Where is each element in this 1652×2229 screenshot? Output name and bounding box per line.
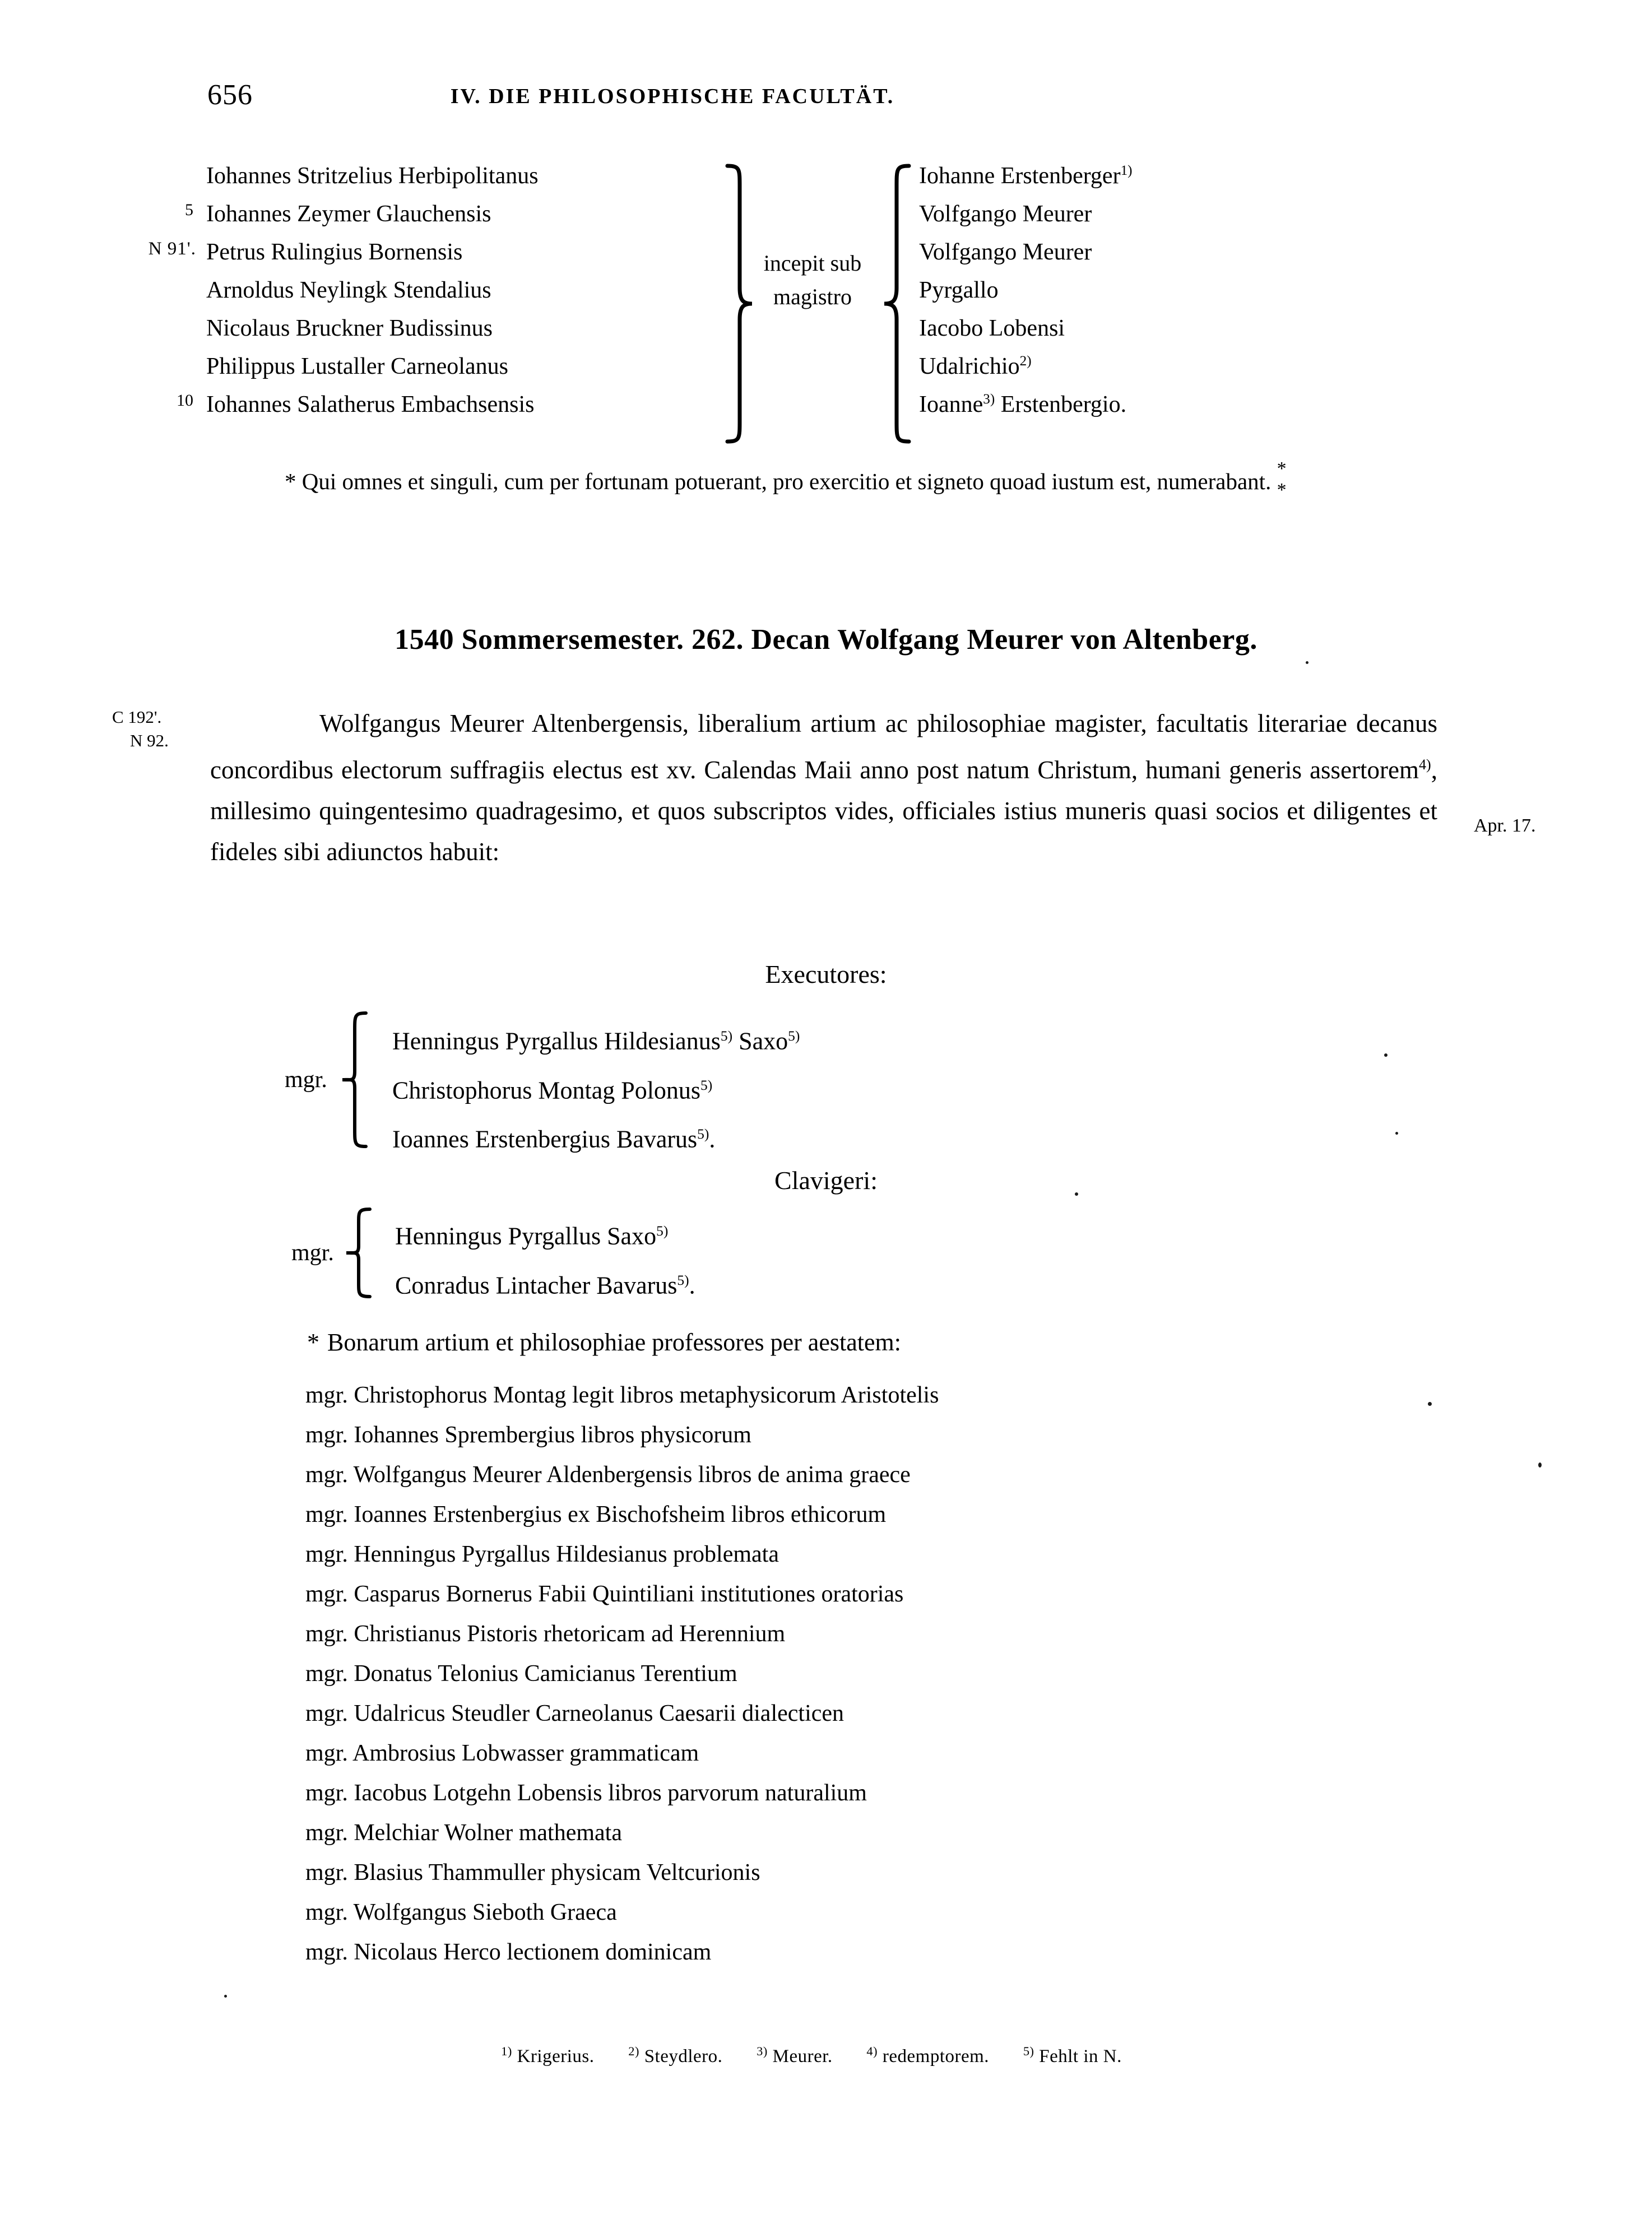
footnote-ref: 1) [1120, 163, 1133, 178]
clavigeri-items [395, 1209, 695, 1307]
executores-mgr-label: mgr. [285, 1067, 327, 1093]
footnote-ref: 4) [1419, 756, 1431, 773]
list-item: mgr. Iohannes Sprembergius libros physicorum [305, 1422, 751, 1448]
right-name-text: Iohanne Erstenberger [919, 163, 1121, 189]
section-heading: 1540 Sommersemester. 262. Decan Wolfgang Meurer von Altenberg. [395, 624, 1257, 656]
list-item: mgr. Udalricus Steudler Carneolanus Caesarii dialecticen [305, 1701, 844, 1726]
footnote-marker: 1) [501, 2044, 512, 2058]
professores-intro [307, 1328, 901, 1357]
clavigeri-name: Henningus Pyrgallus Saxo [395, 1222, 657, 1250]
manuscript-folio-mark: N 91'. [148, 239, 196, 259]
scan-speckle [224, 1995, 227, 1998]
page-title: IV. DIE PHILOSOPHISCHE FACULTÄT. [450, 85, 895, 108]
footnote-entry [628, 2046, 722, 2067]
clavigeri-item [395, 1259, 695, 1308]
roster-row [0, 201, 1652, 239]
executor-item [392, 1112, 800, 1162]
roster-left-name: Iohannes Stritzelius Herbipolitanus [206, 163, 539, 189]
right-name-text: Iacobo Lobensi [919, 315, 1065, 341]
footnote-marker: 2) [628, 2044, 639, 2058]
right-name-text: Volfgango Meurer [919, 239, 1092, 265]
footnote-entry [501, 2046, 594, 2067]
footnote-entry [1023, 2046, 1122, 2067]
line-number: 10 [177, 391, 193, 410]
decan-body-paragraph [210, 703, 1437, 872]
footnote-text: Steydlero. [644, 2046, 723, 2067]
footnote-text: Fehlt in N. [1039, 2046, 1122, 2067]
footnote-ref-2: 5) [788, 1028, 800, 1044]
roster-row [0, 353, 1652, 391]
executores-heading: Executores: [765, 960, 887, 988]
footnote-marker: 3) [757, 2044, 768, 2058]
scan-speckle [1306, 661, 1308, 664]
footnote-text: redemptorem. [882, 2046, 990, 2067]
list-item: mgr. Nicolaus Herco lectionem dominicam [305, 1939, 712, 1965]
star-note-text: Qui omnes et singuli, cum per fortunam potuerant, pro exercitio et signeto quoad iustum est, numerabant. [301, 468, 1272, 494]
body-text-part-2: , millesimo quingentesimo quadragesimo, et quos subscriptos vides, officiales istius muneris quasi socios et diligentes et fideles sibi adiunctos habuit: [210, 756, 1437, 866]
roster-right-name [919, 315, 1065, 342]
margin-ref-n: N 92. [130, 731, 169, 750]
brace-clavigeri-icon [343, 1207, 374, 1301]
body-text-part-1: Wolfgangus Meurer Altenbergensis, liberalium artium ac philosophiae magister, facultatis literariae decanus concordibus electorum suffragiis electus est xv. Calendas Maii anno post natum Christum, humani generis assertorem [210, 709, 1437, 784]
executor-tail: . [709, 1125, 716, 1153]
brace-executores-icon [339, 1011, 370, 1149]
list-item: mgr. Iacobus Lotgehn Lobensis libros parvorum naturalium [305, 1780, 867, 1806]
list-item: mgr. Donatus Telonius Camicianus Terentium [305, 1661, 737, 1687]
footnote-text: Meurer. [772, 2046, 833, 2067]
footnote-ref: 3) [983, 392, 995, 407]
line-number: 5 [185, 201, 193, 219]
roster-row [0, 391, 1652, 429]
professores-intro-text: Bonarum artium et philosophiae professores per aestatem: [327, 1329, 901, 1356]
executor-name: Christophorus Montag Polonus [392, 1076, 701, 1104]
right-name-suffix: Erstenbergio. [995, 392, 1127, 417]
executor-tail: Saxo [732, 1027, 788, 1055]
footnote-text: Krigerius. [517, 2046, 595, 2067]
incepit-line-1: incepit sub [763, 250, 862, 276]
roster-left-name: Petrus Rulingius Bornensis [206, 239, 463, 265]
roster-row [0, 315, 1652, 353]
footnote-entry [757, 2046, 833, 2067]
roster-right-name [919, 201, 1092, 227]
margin-ref-date: Apr. 17. [1474, 815, 1536, 836]
page-number: 656 [207, 79, 253, 111]
roster-right-name [919, 391, 1126, 418]
roster-row [0, 162, 1652, 201]
asterisk-icon: * [285, 468, 296, 494]
footnote-ref: 5) [720, 1028, 733, 1044]
list-item: mgr. Henningus Pyrgallus Hildesianus problemata [305, 1541, 779, 1567]
clavigeri-item [395, 1209, 695, 1259]
list-item: mgr. Christophorus Montag legit libros metaphysicorum Aristotelis [305, 1382, 939, 1408]
incepit-sub-magistro-label [743, 247, 883, 314]
roster-right-name [919, 353, 1032, 380]
clavigeri-mgr-label: mgr. [291, 1240, 334, 1266]
footnote-ref: 5) [656, 1223, 669, 1239]
roster-left-name: Iohannes Salatherus Embachsensis [206, 392, 535, 417]
star-note-paragraph [219, 458, 1440, 500]
footnote-ref: 5) [700, 1076, 713, 1093]
running-head [0, 78, 1652, 118]
right-name-text: Pyrgallo [919, 277, 999, 303]
scan-speckle [1395, 1132, 1398, 1135]
executor-name: Ioannes Erstenbergius Bavarus [392, 1125, 698, 1153]
professores-list [305, 1376, 939, 1972]
list-item: mgr. Wolfgangus Meurer Aldenbergensis libros de anima graece [305, 1462, 911, 1488]
right-name-text: Udalrichio [919, 354, 1020, 379]
scan-speckle [1075, 1192, 1078, 1196]
roster-right-name [919, 162, 1133, 189]
executor-item [392, 1014, 800, 1064]
list-item: mgr. Wolfgangus Sieboth Graeca [305, 1900, 617, 1925]
roster-left-name: Iohannes Zeymer Glauchensis [206, 201, 491, 227]
list-item: mgr. Melchiar Wolner mathemata [305, 1820, 622, 1846]
list-item: mgr. Christianus Pistoris rhetoricam ad Herennium [305, 1621, 786, 1647]
scan-speckle [1428, 1402, 1432, 1406]
footnote-ref: 2) [1019, 354, 1032, 369]
incepit-line-2: magistro [773, 284, 852, 309]
scan-speckle [1538, 1462, 1542, 1468]
roster-left-name: Nicolaus Bruckner Budissinus [206, 315, 493, 341]
list-item: mgr. Ambrosius Lobwasser grammaticam [305, 1740, 699, 1766]
footnotes-row [0, 2044, 1652, 2067]
executor-item [392, 1064, 800, 1113]
margin-ref-codex: C 192'. [112, 707, 162, 727]
asterisk-icon: * [307, 1329, 319, 1356]
list-item: mgr. Casparus Bornerus Fabii Quintiliani institutiones oratorias [305, 1581, 904, 1607]
clavigeri-name: Conradus Lintacher Bavarus [395, 1271, 677, 1299]
roster-left-name: Arnoldus Neylingk Stendalius [206, 277, 491, 303]
list-item: mgr. Blasius Thammuller physicam Veltcurionis [305, 1860, 760, 1886]
executor-name: Henningus Pyrgallus Hildesianus [392, 1027, 721, 1055]
scan-speckle [1384, 1053, 1388, 1057]
footnote-marker: 4) [866, 2044, 878, 2058]
footnote-ref: 5) [677, 1271, 689, 1288]
right-name-text: Volfgango Meurer [919, 201, 1092, 227]
footnote-entry [866, 2046, 989, 2067]
footnote-ref: 5) [697, 1126, 709, 1143]
list-item: mgr. Ioannes Erstenbergius ex Bischofsheim libros ethicorum [305, 1502, 887, 1527]
footnote-marker: 5) [1023, 2044, 1034, 2058]
clavigeri-tail: . [689, 1271, 695, 1299]
double-asterisk-icon: * * [1277, 458, 1287, 500]
roster-right-name [919, 239, 1092, 266]
roster-right-name [919, 277, 999, 304]
roster-left-name: Philippus Lustaller Carneolanus [206, 354, 508, 379]
right-name-text: Ioanne [919, 392, 983, 417]
clavigeri-heading: Clavigeri: [774, 1166, 878, 1195]
executores-items [392, 1014, 800, 1162]
